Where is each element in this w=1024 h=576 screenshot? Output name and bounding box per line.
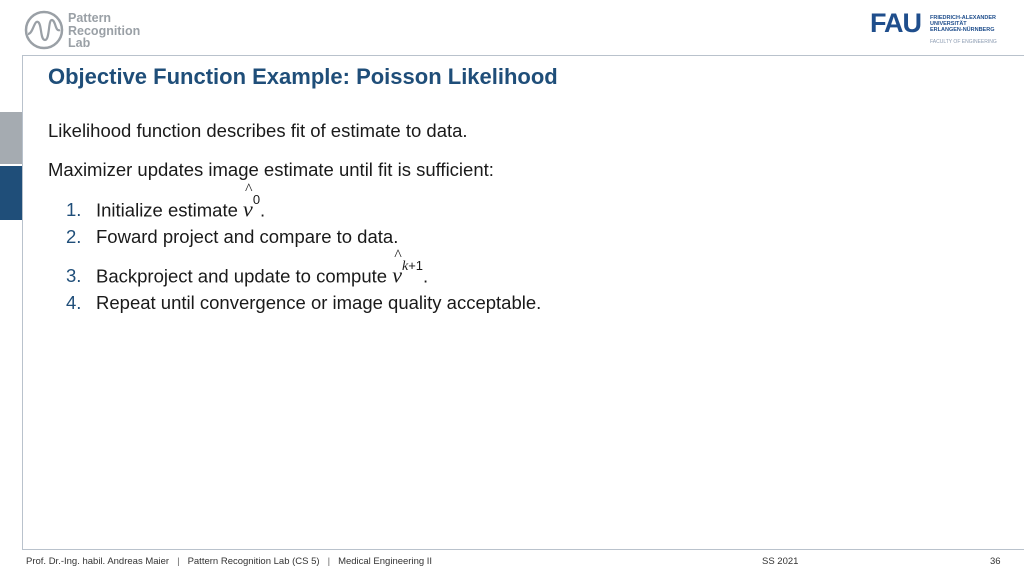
paragraph-likelihood: Likelihood function describes fit of estimate to data. [48, 120, 468, 141]
page-number: 36 [990, 556, 1001, 567]
list-item-number: 1. [66, 199, 82, 221]
lab-logo-line-1: Pattern [68, 11, 112, 25]
footer-separator: | [177, 556, 180, 567]
lab-logo-icon [24, 10, 64, 50]
fau-logo-line-2: UNIVERSITÄT [930, 21, 967, 28]
paragraph-maximizer: Maximizer updates image estimate until fit is sufficient: [48, 159, 494, 180]
fau-logo-line-1: FRIEDRICH-ALEXANDER [930, 15, 996, 21]
list-item: 1. Initialize estimate ^ $v^0$. [66, 190, 541, 223]
footer-lab: Pattern Recognition Lab (CS 5) [187, 556, 320, 567]
list-item-text: Backproject and update to compute [96, 265, 393, 287]
side-tab-blue [0, 166, 22, 220]
list-item-number: 3. [66, 265, 82, 287]
list-item: 3. Backproject and update to compute ^ $v^{k+1}$. [66, 256, 541, 289]
fau-logo-text [930, 15, 1010, 34]
footer [26, 556, 1016, 567]
side-tab-grey [0, 112, 22, 164]
fau-logo-mark: FAU [870, 8, 921, 38]
list-item [66, 289, 541, 322]
pattern-recognition-lab-logo [24, 10, 154, 52]
footer-separator: | [327, 556, 331, 567]
footer-semester: SS 2021 [762, 556, 799, 567]
footer-course: Medical Engineering II [338, 556, 433, 567]
slide-title: Objective Function Example: Poisson Likelihood [48, 64, 558, 89]
fau-faculty-label: FACULTY OF ENGINEERING [930, 39, 997, 45]
lab-logo-line-2: Recognition [68, 23, 141, 38]
v-hat-math: ^ $v^{k+1}$ [392, 247, 424, 288]
v-hat-math: ^ $v^0$ [243, 181, 261, 222]
list-item-number: 4. [66, 292, 82, 313]
steps-list [66, 181, 542, 322]
lab-logo-text [68, 12, 158, 50]
list-item-text: Foward project and compare to data. [96, 226, 399, 247]
list-item-text: Repeat until convergence or image quality acceptable. [96, 292, 542, 313]
list-item-number: 2. [66, 226, 82, 247]
fau-logo-line-3: ERLANGEN-NÜRNBERG [930, 27, 995, 34]
footer-author: Prof. Dr.-Ing. habil. Andreas Maier [26, 556, 170, 567]
list-item [66, 223, 541, 256]
list-item-text: Initialize estimate [96, 199, 244, 221]
lab-logo-line-3: Lab [68, 36, 91, 50]
fau-logo [870, 10, 1005, 46]
